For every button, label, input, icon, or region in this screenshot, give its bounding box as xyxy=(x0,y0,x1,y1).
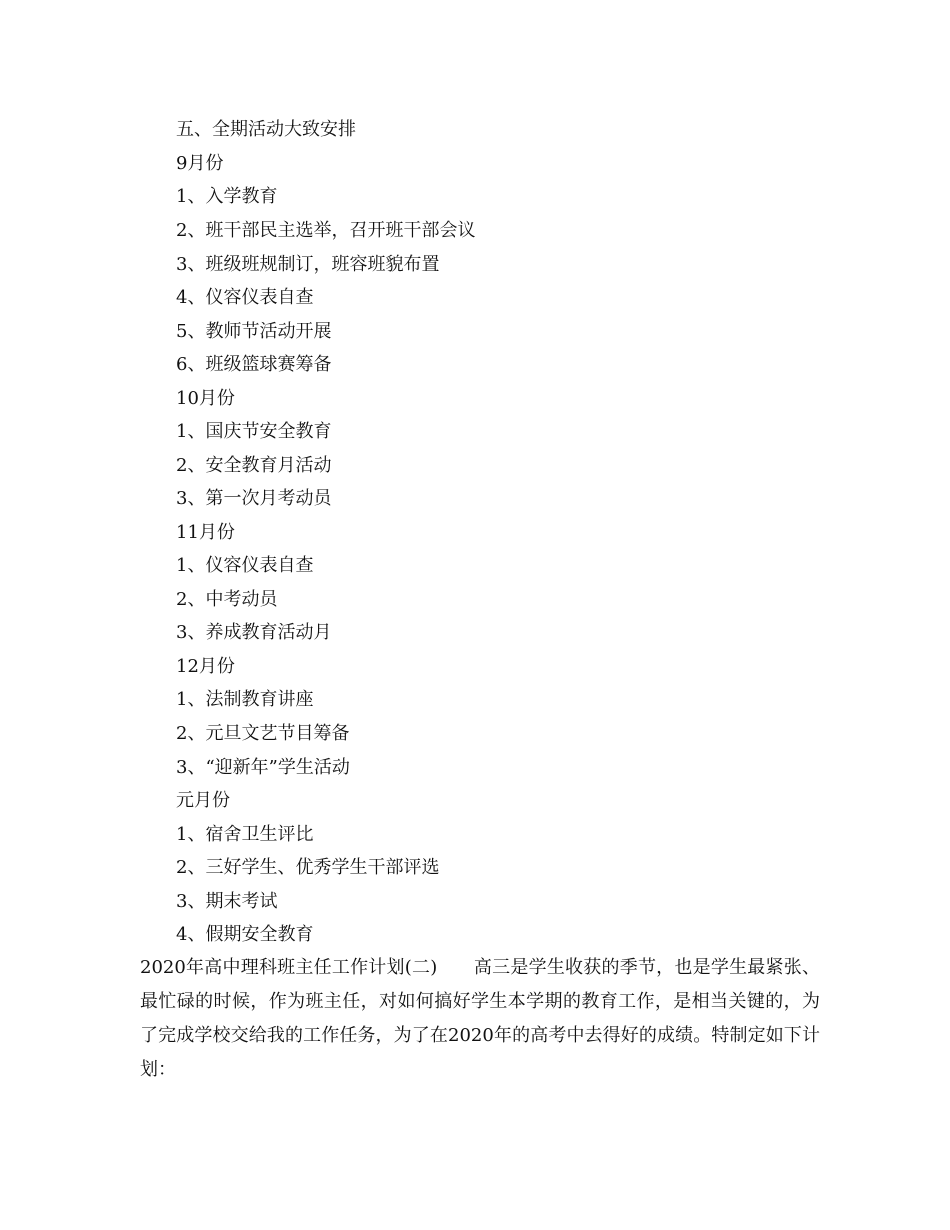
list-item: 1、宿舍卫生评比 xyxy=(176,824,314,845)
list-item: 3、第一次月考动员 xyxy=(176,488,332,509)
list-item: 2、元旦文艺节目筹备 xyxy=(176,723,350,744)
list-item: 5、教师节活动开展 xyxy=(176,321,332,342)
list-item: 3、期末考试 xyxy=(176,891,278,912)
section-heading: 五、全期活动大致安排 xyxy=(176,119,356,140)
list-item: 4、仪容仪表自查 xyxy=(176,287,314,308)
body-paragraph: 2020年高中理科班主任工作计划(二) 高三是学生收获的季节，也是学生最紧张、最忙碌的时候，作为班主任，对如何搞好学生本学期的教育工作，是相当关键的，为了完成学校交给我的工作任务，为了在2020年的高考中去得好的成绩。特制定如下计划： xyxy=(140,957,820,1080)
month-heading-january: 元月份 xyxy=(176,790,230,811)
list-item: 3、班级班规制订，班容班貌布置 xyxy=(176,254,440,275)
list-item: 1、国庆节安全教育 xyxy=(176,421,332,442)
list-item: 4、假期安全教育 xyxy=(176,924,314,945)
list-item: 2、中考动员 xyxy=(176,589,278,610)
month-heading-september: 9月份 xyxy=(176,153,224,174)
list-item: 1、入学教育 xyxy=(176,186,278,207)
list-item: 3、“迎新年”学生活动 xyxy=(176,757,350,778)
month-heading-december: 12月份 xyxy=(176,656,235,677)
list-item: 2、班干部民主选举，召开班干部会议 xyxy=(176,220,476,241)
list-item: 3、养成教育活动月 xyxy=(176,622,332,643)
month-heading-october: 10月份 xyxy=(176,388,235,409)
list-item: 1、法制教育讲座 xyxy=(176,689,314,710)
list-item: 1、仪容仪表自查 xyxy=(176,555,314,576)
month-heading-november: 11月份 xyxy=(176,522,235,543)
list-item: 2、安全教育月活动 xyxy=(176,455,332,476)
list-item: 6、班级篮球赛筹备 xyxy=(176,354,332,375)
list-item: 2、三好学生、优秀学生干部评选 xyxy=(176,857,440,878)
